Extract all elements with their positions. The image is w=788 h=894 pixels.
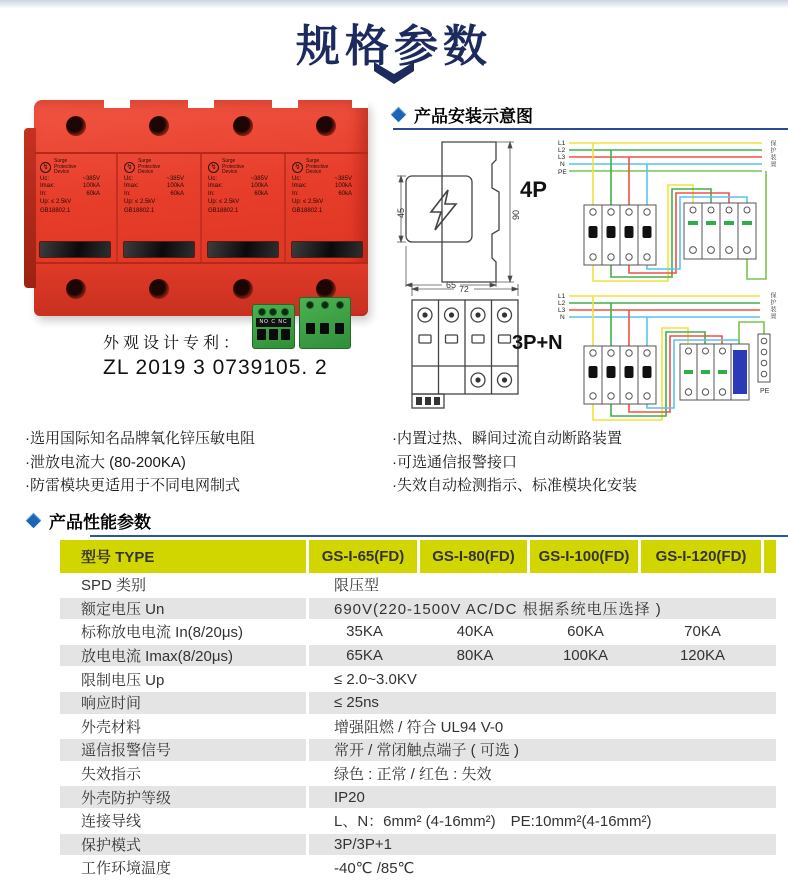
feature-item: ·可选通信报警接口: [392, 453, 517, 471]
install-section-header: [393, 102, 533, 127]
table-row: [60, 573, 776, 597]
row-value: 绿色 : 正常 / 红色 : 失效: [334, 766, 492, 784]
module-spec: Imax:: [292, 183, 307, 189]
screw-hole: [66, 116, 86, 136]
table-row: [60, 762, 776, 786]
module-spec: Uc:: [292, 175, 301, 182]
case-notch: [352, 99, 368, 108]
row-label: 响应时间: [60, 691, 306, 715]
row-label: 遥信报警信号: [60, 738, 306, 762]
feature-item: ·泄放电流大 (80-200KA): [25, 453, 186, 471]
specs-section-header: [28, 508, 151, 533]
brand-logo-icon: ↯: [292, 162, 303, 173]
module-spec: ~385V: [166, 175, 184, 182]
feature-item: ·失效自动检测指示、标准模块化安装: [392, 477, 637, 494]
row-value: 80KA: [456, 647, 494, 665]
table-header-row: [60, 540, 776, 573]
wiring-diagram-4p: [556, 133, 788, 288]
row-value: 35KA: [346, 623, 383, 641]
row-value: -40℃ /85℃: [334, 859, 415, 877]
wiring-diagram-3p-n: [556, 286, 788, 426]
brand-logo-icon: ↯: [40, 162, 51, 173]
row-label: 限制电压 Up: [81, 671, 165, 689]
device-module-row: [34, 154, 368, 264]
module-spec: Up: ≤ 2.5kV: [292, 199, 324, 205]
module-spec: 100kA: [250, 183, 268, 189]
screw-hole: [316, 116, 336, 136]
table-row: [60, 644, 776, 668]
col-header-model: GS-I-100(FD): [530, 540, 638, 573]
col-header-model: GS-I-80(FD): [420, 540, 527, 573]
wire-label-l2: L2: [558, 300, 566, 307]
module-spec: Up: ≤ 2.5kV: [124, 199, 156, 205]
row-label: 保护模式: [60, 833, 306, 857]
module-nameplate-window: [123, 241, 195, 258]
wiring-3pn-right-label: 保护装置: [769, 292, 775, 320]
screw-hole: [149, 279, 169, 299]
module-brand: Surge Protective Device: [54, 158, 77, 175]
module-spec: Up: ≤ 2.5kV: [208, 199, 240, 205]
diamond-bullet-icon: [26, 513, 42, 529]
screw-hole: [66, 279, 86, 299]
row-label: 外壳材料: [81, 718, 142, 736]
row-value: L、N：6mm² (4-16mm²) PE:10mm²(4-16mm²): [334, 813, 652, 831]
screw-hole: [149, 116, 169, 136]
module-spec: 100kA: [82, 183, 100, 189]
row-value: 690V(220-1500V AC/DC 根据系统电压选择 ): [309, 597, 776, 621]
specs-header-text: 产品性能参数: [49, 513, 151, 532]
diamond-bullet-icon: [391, 107, 407, 123]
module-brand: Surge Protective Device: [306, 158, 329, 175]
row-value: 常开 / 常闭触点端子 ( 可选 ): [309, 738, 776, 762]
install-header-text: 产品安装示意图: [414, 107, 533, 126]
module-spec: Uc:: [40, 175, 49, 182]
device-top-section: [34, 100, 368, 154]
module-nameplate-window: [291, 241, 363, 258]
row-value: 100KA: [562, 647, 609, 665]
module-spec: 100kA: [334, 183, 352, 189]
wire-label-l3: L3: [558, 154, 566, 161]
row-label: 额定电压 Un: [60, 597, 306, 621]
feature-list-right: [392, 427, 788, 498]
screw-hole: [316, 279, 336, 299]
module-spec: Uc:: [208, 175, 217, 182]
patent-number: ZL 2019 3 0739105. 2: [103, 356, 328, 379]
col-header-model: GS-I-120(FD): [641, 540, 761, 573]
top-gradient-band: [0, 0, 788, 9]
dim-65: 65: [445, 280, 457, 288]
connector-label: NO C NC: [256, 318, 291, 327]
dim-72: 72: [459, 284, 469, 294]
col-header-type: 型号 TYPE: [60, 540, 306, 573]
table-row: [60, 597, 776, 621]
screw-hole: [233, 279, 253, 299]
table-row: [60, 809, 776, 833]
table-row: [60, 738, 776, 762]
spec-table: [60, 540, 776, 880]
module-spec: In:: [292, 190, 299, 197]
n-pe-module: [733, 350, 747, 394]
design-patent: [103, 330, 328, 380]
col-header-filler: [764, 540, 776, 573]
case-notch: [188, 99, 214, 108]
install-header-rule: [393, 128, 788, 130]
module-spec: ~385V: [82, 175, 100, 182]
row-value: 65KA: [346, 647, 383, 665]
feature-item: ·防雷模块更适用于不同电网制式: [25, 477, 240, 494]
row-value: ≤ 2.0~3.0KV: [334, 670, 417, 688]
row-value: ≤ 25ns: [309, 691, 776, 715]
module-nameplate-window: [39, 241, 111, 258]
row-value: 120KA: [679, 647, 726, 665]
wire-label-n: N: [560, 161, 565, 168]
wiring-4p-right-label: 保护装置: [769, 140, 775, 168]
module-spec: 60kA: [254, 190, 268, 197]
module-brand: Surge Protective Device: [222, 158, 245, 175]
spd-module: [202, 154, 286, 262]
module-spec: In:: [208, 190, 215, 197]
feature-list-left: [25, 427, 385, 498]
patent-label: 外观设计专利：: [103, 335, 244, 352]
row-label: 外壳防护等级: [60, 785, 306, 809]
module-spec: 60kA: [170, 190, 184, 197]
module-spec: 60kA: [86, 190, 100, 197]
row-value: IP20: [309, 785, 776, 809]
module-spec: Imax:: [124, 183, 139, 189]
feature-item: ·选用国际知名品牌氧化锌压敏电阻: [25, 430, 255, 447]
module-standard: GB18802.1: [124, 207, 155, 214]
spd-module: [286, 154, 368, 262]
table-row: [60, 856, 776, 880]
specs-header-rule: [90, 535, 788, 537]
row-value: 增强阻燃 / 符合 UL94 V-0: [334, 718, 504, 736]
brand-logo-icon: ↯: [208, 162, 219, 173]
wire-label-l1: L1: [558, 293, 566, 300]
brand-logo-icon: ↯: [124, 162, 135, 173]
wire-label-pe: PE: [558, 169, 567, 176]
wire-label-l2: L2: [558, 147, 566, 154]
module-standard: GB18802.1: [208, 207, 239, 214]
module-spec: In:: [124, 190, 131, 197]
wire-label-l3: L3: [558, 307, 566, 314]
dim-45: 45: [396, 207, 406, 219]
product-photo: [34, 100, 368, 316]
row-label: SPD 类别: [81, 577, 147, 595]
table-row: [60, 667, 776, 691]
row-value: 限压型: [334, 577, 380, 595]
case-notch: [272, 99, 298, 108]
row-value: 3P/3P+1: [309, 833, 776, 857]
module-standard: GB18802.1: [292, 207, 323, 214]
label-3p-n: 3P+N: [512, 332, 563, 354]
module-spec: ~385V: [334, 175, 352, 182]
row-label: 连接导线: [81, 813, 142, 831]
module-spec: Up: ≤ 2.5kV: [40, 199, 72, 205]
feature-item: ·内置过热、瞬间过流自动断路装置: [392, 430, 622, 447]
spd-module: [34, 154, 118, 262]
spd-module: [118, 154, 202, 262]
row-label: 标称放电电流 In(8/20μs): [81, 624, 244, 642]
label-4p: 4P: [520, 177, 547, 202]
col-header-model: GS-I-65(FD): [309, 540, 417, 573]
table-row: [60, 691, 776, 715]
pe-bar-label: PE: [760, 388, 770, 395]
row-label: 失效指示: [81, 766, 142, 784]
screw-hole: [233, 116, 253, 136]
module-spec: In:: [40, 190, 47, 197]
dim-90: 90: [511, 209, 521, 221]
table-row: [60, 620, 776, 644]
dimension-drawing-side-view: [396, 136, 548, 288]
wire-label-l1: L1: [558, 140, 566, 147]
chevron-down-icon: [374, 62, 414, 84]
case-notch: [104, 99, 130, 108]
module-spec: Imax:: [208, 183, 223, 189]
module-brand: Surge Protective Device: [138, 158, 161, 175]
module-standard: GB18802.1: [40, 207, 71, 214]
row-value: 40KA: [456, 623, 494, 641]
wire-label-n: N: [560, 314, 565, 321]
row-value: 70KA: [684, 623, 721, 641]
module-nameplate-window: [207, 241, 279, 258]
row-value: 60KA: [567, 623, 604, 641]
row-label: 放电电流 Imax(8/20μs): [60, 644, 306, 668]
module-spec: 60kA: [338, 190, 352, 197]
table-row: [60, 715, 776, 739]
table-row: [60, 833, 776, 857]
module-spec: ~385V: [250, 175, 268, 182]
module-spec: Uc:: [124, 175, 133, 182]
table-row: [60, 785, 776, 809]
module-spec: Imax:: [40, 183, 55, 189]
module-spec: 100kA: [166, 183, 184, 189]
page-title: 规格参数: [296, 22, 492, 71]
row-label: 工作环境温度: [81, 860, 172, 878]
